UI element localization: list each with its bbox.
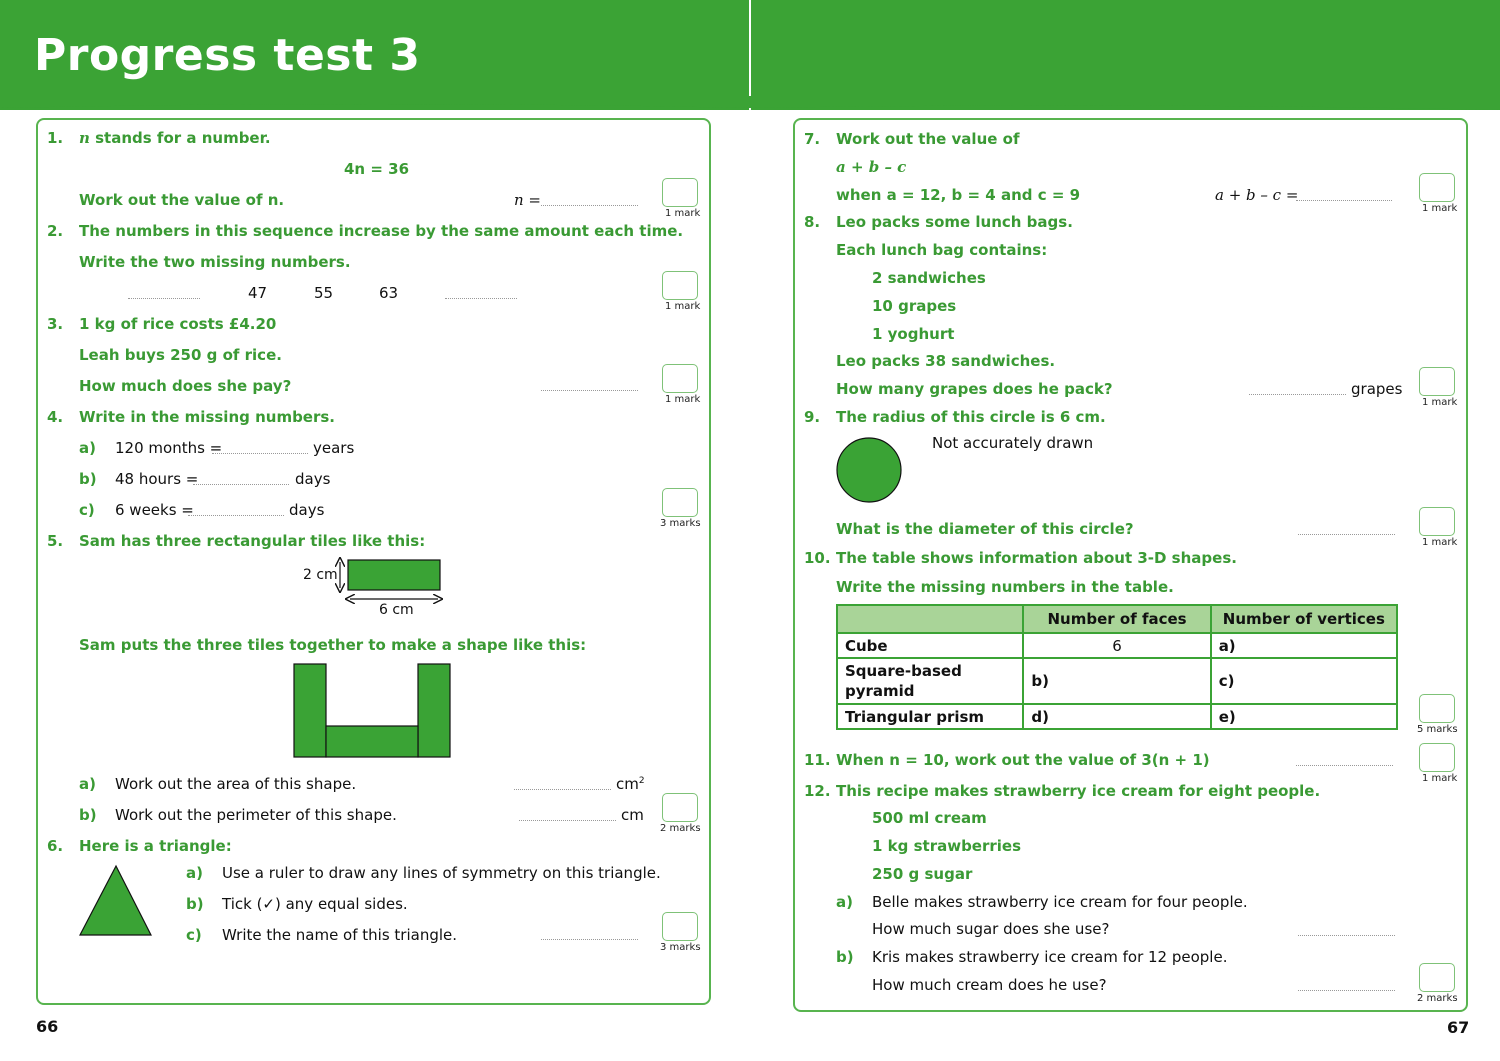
q8-line-3: Leo packs 38 sandwiches. [836,352,1056,370]
triangle-diagram [78,864,154,938]
q4-text: Write in the missing numbers. [79,408,336,426]
table-cell-faces[interactable]: d) [1023,704,1210,729]
tile-width-label: 6 cm [379,602,414,618]
table-row [837,633,1397,658]
left-tile [294,664,326,757]
q8-line-4: How many grapes does he pack? [836,380,1113,398]
q4b-answer-line[interactable] [193,483,289,485]
q5a-unit: $cm^2$ [616,775,645,793]
header-banner-right [751,0,1500,110]
q2-seq-2: 55 [314,284,334,302]
q12b-letter: b) [836,948,854,966]
q12-item-1: 500 ml cream [872,809,987,827]
q8-answer-line[interactable] [1249,393,1346,395]
tile-rectangle [348,560,440,590]
u-shape-diagram [293,663,453,759]
q5a-text: Work out the area of this shape. [115,775,357,793]
q1-answer-label: n = [514,191,541,209]
q6-mark-box[interactable] [662,912,698,941]
q7-mark-box[interactable] [1419,173,1455,202]
q7-expression: a + b – c [836,158,907,176]
q12-mark-box[interactable] [1419,963,1455,992]
q5b-unit: cm [621,806,644,824]
q3-mark-label: 1 mark [665,394,701,405]
q4c-unit: days [289,501,325,519]
q12-text: This recipe makes strawberry ice cream for eight people. [836,782,1321,800]
table-header-vertices: Number of vertices [1211,605,1397,633]
shapes-table [836,604,1398,730]
q5-mark-box[interactable] [662,793,698,822]
table-cell-faces: 6 [1023,633,1210,658]
q11-text: When n = 10, work out the value of 3(n + 1) [836,751,1210,769]
q4c-text: 6 weeks = [115,501,194,519]
q4-number: 4. [47,408,64,426]
q10-task: Write the missing numbers in the table. [836,578,1174,596]
q4b-unit: days [295,470,331,488]
q1-mark-label: 1 mark [665,208,701,219]
q9-answer-line[interactable] [1298,533,1395,535]
q1-task: Work out the value of n. [79,191,285,209]
q7-number: 7. [804,130,821,148]
page-title: Progress test 3 [34,30,421,81]
q1-intro-text: stands for a number. [89,129,271,147]
q10-mark-box[interactable] [1419,694,1455,723]
table-header-blank [837,605,1023,633]
q9-text: The radius of this circle is 6 cm. [836,408,1106,426]
q12-item-3: 250 g sugar [872,865,973,883]
left-page-number: 66 [36,1017,59,1036]
q3-mark-box[interactable] [662,364,698,393]
q2-text: The numbers in this sequence increase by the same amount each time. [79,222,684,240]
q1-equation: 4n = 36 [344,160,410,178]
q12b-question: How much cream does he use? [872,976,1107,994]
q4c-answer-line[interactable] [188,514,284,516]
q7-answer-line[interactable] [1296,199,1392,201]
q12-number: 12. [804,782,831,800]
q5b-answer-line[interactable] [519,819,616,821]
q8-item-2: 10 grapes [872,297,957,315]
q5a-answer-line[interactable] [514,788,611,790]
q11-number: 11. [804,751,831,769]
q3-line-3: How much does she pay? [79,377,292,395]
q11-answer-line[interactable] [1296,764,1393,766]
q2-seq-1: 47 [248,284,268,302]
tile-height-label: 2 cm [303,567,338,583]
bottom-tile [326,726,418,757]
q7-mark-label: 1 mark [1422,203,1458,214]
q2-mark-box[interactable] [662,271,698,300]
table-cell-vertices[interactable]: a) [1211,633,1397,658]
table-row [837,704,1397,729]
table-row [837,658,1397,704]
q11-mark-box[interactable] [1419,743,1455,772]
q10-mark-label: 5 marks [1417,724,1458,735]
q8-unit: grapes [1351,380,1403,398]
q11-mark-label: 1 mark [1422,773,1458,784]
q9-note: Not accurately drawn [932,434,1094,452]
q2-answer-line-1[interactable] [128,297,200,299]
table-cell-shape: Square-based pyramid [837,658,1023,704]
q5-number: 5. [47,532,64,550]
banner-wave [0,96,1500,120]
q4b-text: 48 hours = [115,470,199,488]
q7-line-3: when a = 12, b = 4 and c = 9 [836,186,1081,204]
q6-number: 6. [47,837,64,855]
q4-mark-label: 3 marks [660,518,701,529]
q3-number: 3. [47,315,64,333]
circle-shape [837,438,901,502]
q5-text-2: Sam puts the three tiles together to make a shape like this: [79,636,587,654]
table-header-row [837,605,1397,633]
q4b-letter: b) [79,470,97,488]
table-cell-vertices[interactable]: e) [1211,704,1397,729]
q1-intro [79,129,271,147]
q2-mark-label: 1 mark [665,301,701,312]
q2-number: 2. [47,222,64,240]
q6b-text: Tick (✓) any equal sides. [222,895,408,913]
q1-answer-line[interactable] [541,204,638,206]
q8-mark-label: 1 mark [1422,397,1458,408]
q8-number: 8. [804,213,821,231]
q1-mark-box[interactable] [662,178,698,207]
q6-mark-label: 3 marks [660,942,701,953]
q6c-text: Write the name of this triangle. [222,926,458,944]
q1-number: 1. [47,129,64,147]
q10-text: The table shows information about 3-D shapes. [836,549,1237,567]
q8-line-1: Leo packs some lunch bags. [836,213,1073,231]
q4-mark-box[interactable] [662,488,698,517]
q4a-letter: a) [79,439,96,457]
q9-mark-label: 1 mark [1422,537,1458,548]
q12a-question: How much sugar does she use? [872,920,1110,938]
q8-item-3: 1 yoghurt [872,325,955,343]
q7-line-1: Work out the value of [836,130,1020,148]
q7-answer-label: a + b – c = [1215,186,1299,204]
q12a-text: Belle makes strawberry ice cream for four people. [872,893,1248,911]
right-page-number: 67 [1447,1018,1470,1037]
table-cell-shape: Cube [837,633,1023,658]
right-tile [418,664,450,757]
q12b-answer-line[interactable] [1298,989,1395,991]
single-tile-diagram [300,556,450,618]
q6c-answer-line[interactable] [541,938,638,940]
q3-line-1: 1 kg of rice costs £4.20 [79,315,277,333]
circle-diagram [835,437,903,505]
triangle-shape [80,866,151,935]
table-cell-vertices[interactable]: c) [1211,658,1397,704]
q8-line-2: Each lunch bag contains: [836,241,1048,259]
table-header-faces: Number of faces [1023,605,1210,633]
q8-item-1: 2 sandwiches [872,269,986,287]
q4a-unit: years [313,439,355,457]
q3-answer-line[interactable] [541,389,638,391]
q2-answer-line-2[interactable] [445,297,517,299]
q2-task: Write the two missing numbers. [79,253,351,271]
q4c-letter: c) [79,501,95,519]
q6b-letter: b) [186,895,204,913]
q2-seq-3: 63 [379,284,399,302]
q4a-answer-line[interactable] [212,452,308,454]
q12b-text: Kris makes strawberry ice cream for 12 people. [872,948,1228,966]
q8-mark-box[interactable] [1419,367,1455,396]
q9-task: What is the diameter of this circle? [836,520,1134,538]
q5a-letter: a) [79,775,96,793]
q4a-text: 120 months = [115,439,223,457]
q3-line-2: Leah buys 250 g of rice. [79,346,282,364]
table-cell-faces[interactable]: b) [1023,658,1210,704]
q10-number: 10. [804,549,831,567]
q12a-answer-line[interactable] [1298,934,1395,936]
q9-number: 9. [804,408,821,426]
q12-mark-label: 2 marks [1417,993,1458,1004]
q6c-letter: c) [186,926,202,944]
q12a-letter: a) [836,893,853,911]
q9-mark-box[interactable] [1419,507,1455,536]
q6-text: Here is a triangle: [79,837,232,855]
q6a-text: Use a ruler to draw any lines of symmetry on this triangle. [222,864,661,882]
q1-variable: n [79,129,90,147]
q5-mark-label: 2 marks [660,823,701,834]
q12-item-2: 1 kg strawberries [872,837,1022,855]
q5b-text: Work out the perimeter of this shape. [115,806,397,824]
q5b-letter: b) [79,806,97,824]
q5-text: Sam has three rectangular tiles like this: [79,532,426,550]
q6a-letter: a) [186,864,203,882]
table-cell-shape: Triangular prism [837,704,1023,729]
